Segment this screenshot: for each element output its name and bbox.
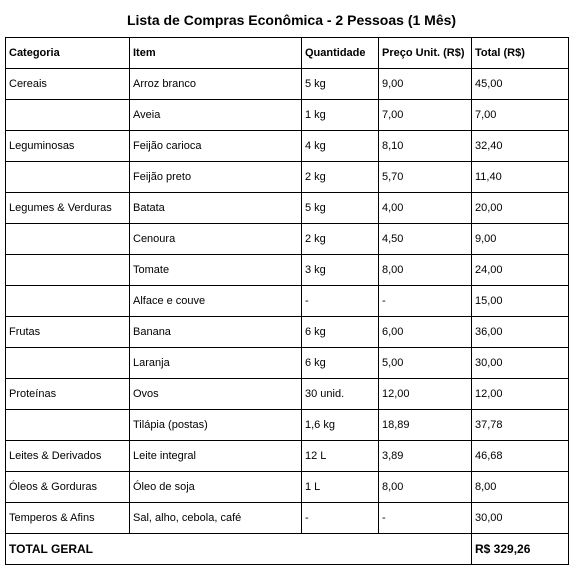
cell-preco-unit: 7,00 [379,100,472,131]
table-body [6,69,569,534]
cell-preco-unit: 18,89 [379,410,472,441]
cell-preco-unit: 5,70 [379,162,472,193]
table-row [6,193,569,224]
table-row [6,441,569,472]
table-row [6,286,569,317]
cell-total: 11,40 [472,162,569,193]
cell-quantidade: 2 kg [302,162,379,193]
header-item: Item [130,38,302,69]
cell-categoria [6,255,130,286]
shopping-list-table [5,37,569,565]
cell-categoria: Proteínas [6,379,130,410]
cell-total: 12,00 [472,379,569,410]
cell-categoria [6,162,130,193]
cell-item: Batata [130,193,302,224]
header-categoria: Categoria [6,38,130,69]
cell-quantidade: 4 kg [302,131,379,162]
total-value: R$ 329,26 [472,534,569,565]
cell-item: Óleo de soja [130,472,302,503]
cell-preco-unit: 3,89 [379,441,472,472]
cell-total: 30,00 [472,503,569,534]
cell-item: Leite integral [130,441,302,472]
cell-quantidade: 1 kg [302,100,379,131]
cell-categoria: Temperos & Afins [6,503,130,534]
cell-quantidade: - [302,503,379,534]
cell-quantidade: 5 kg [302,69,379,100]
table-row [6,503,569,534]
cell-quantidade: 12 L [302,441,379,472]
header-total: Total (R$) [472,38,569,69]
cell-categoria: Leites & Derivados [6,441,130,472]
table-row [6,255,569,286]
cell-item: Aveia [130,100,302,131]
table-row [6,348,569,379]
total-label: TOTAL GERAL [6,534,472,565]
cell-categoria: Óleos & Gorduras [6,472,130,503]
table-row [6,317,569,348]
table-row [6,162,569,193]
cell-preco-unit: 8,10 [379,131,472,162]
cell-item: Feijão preto [130,162,302,193]
cell-total: 32,40 [472,131,569,162]
cell-categoria [6,224,130,255]
cell-quantidade: 30 unid. [302,379,379,410]
cell-quantidade: - [302,286,379,317]
cell-quantidade: 5 kg [302,193,379,224]
cell-quantidade: 3 kg [302,255,379,286]
table-row [6,472,569,503]
cell-categoria [6,100,130,131]
cell-preco-unit: - [379,286,472,317]
cell-preco-unit: - [379,503,472,534]
cell-total: 46,68 [472,441,569,472]
table-row [6,224,569,255]
cell-quantidade: 2 kg [302,224,379,255]
cell-total: 36,00 [472,317,569,348]
cell-item: Feijão carioca [130,131,302,162]
cell-categoria: Legumes & Verduras [6,193,130,224]
header-preco-unit: Preço Unit. (R$) [379,38,472,69]
cell-item: Tilápia (postas) [130,410,302,441]
cell-preco-unit: 5,00 [379,348,472,379]
total-row [6,534,569,565]
cell-item: Cenoura [130,224,302,255]
cell-categoria [6,286,130,317]
table-row [6,410,569,441]
table-row [6,69,569,100]
cell-categoria: Frutas [6,317,130,348]
cell-total: 20,00 [472,193,569,224]
header-row [6,38,569,69]
cell-item: Banana [130,317,302,348]
cell-total: 45,00 [472,69,569,100]
cell-quantidade: 1,6 kg [302,410,379,441]
cell-quantidade: 1 L [302,472,379,503]
cell-item: Sal, alho, cebola, café [130,503,302,534]
cell-total: 7,00 [472,100,569,131]
cell-total: 24,00 [472,255,569,286]
cell-preco-unit: 4,00 [379,193,472,224]
cell-preco-unit: 4,50 [379,224,472,255]
cell-item: Arroz branco [130,69,302,100]
table-row [6,379,569,410]
cell-total: 9,00 [472,224,569,255]
header-quantidade: Quantidade [302,38,379,69]
cell-preco-unit: 8,00 [379,472,472,503]
cell-categoria [6,348,130,379]
table-row [6,100,569,131]
cell-preco-unit: 12,00 [379,379,472,410]
cell-categoria [6,410,130,441]
cell-item: Ovos [130,379,302,410]
cell-item: Alface e couve [130,286,302,317]
cell-total: 8,00 [472,472,569,503]
cell-total: 15,00 [472,286,569,317]
cell-total: 37,78 [472,410,569,441]
page-title: Lista de Compras Econômica - 2 Pessoas (1 Mês) [126,12,457,28]
cell-preco-unit: 6,00 [379,317,472,348]
cell-preco-unit: 8,00 [379,255,472,286]
cell-categoria: Cereais [6,69,130,100]
cell-item: Tomate [130,255,302,286]
cell-quantidade: 6 kg [302,317,379,348]
cell-total: 30,00 [472,348,569,379]
cell-categoria: Leguminosas [6,131,130,162]
table-row [6,131,569,162]
cell-quantidade: 6 kg [302,348,379,379]
cell-preco-unit: 9,00 [379,69,472,100]
cell-item: Laranja [130,348,302,379]
